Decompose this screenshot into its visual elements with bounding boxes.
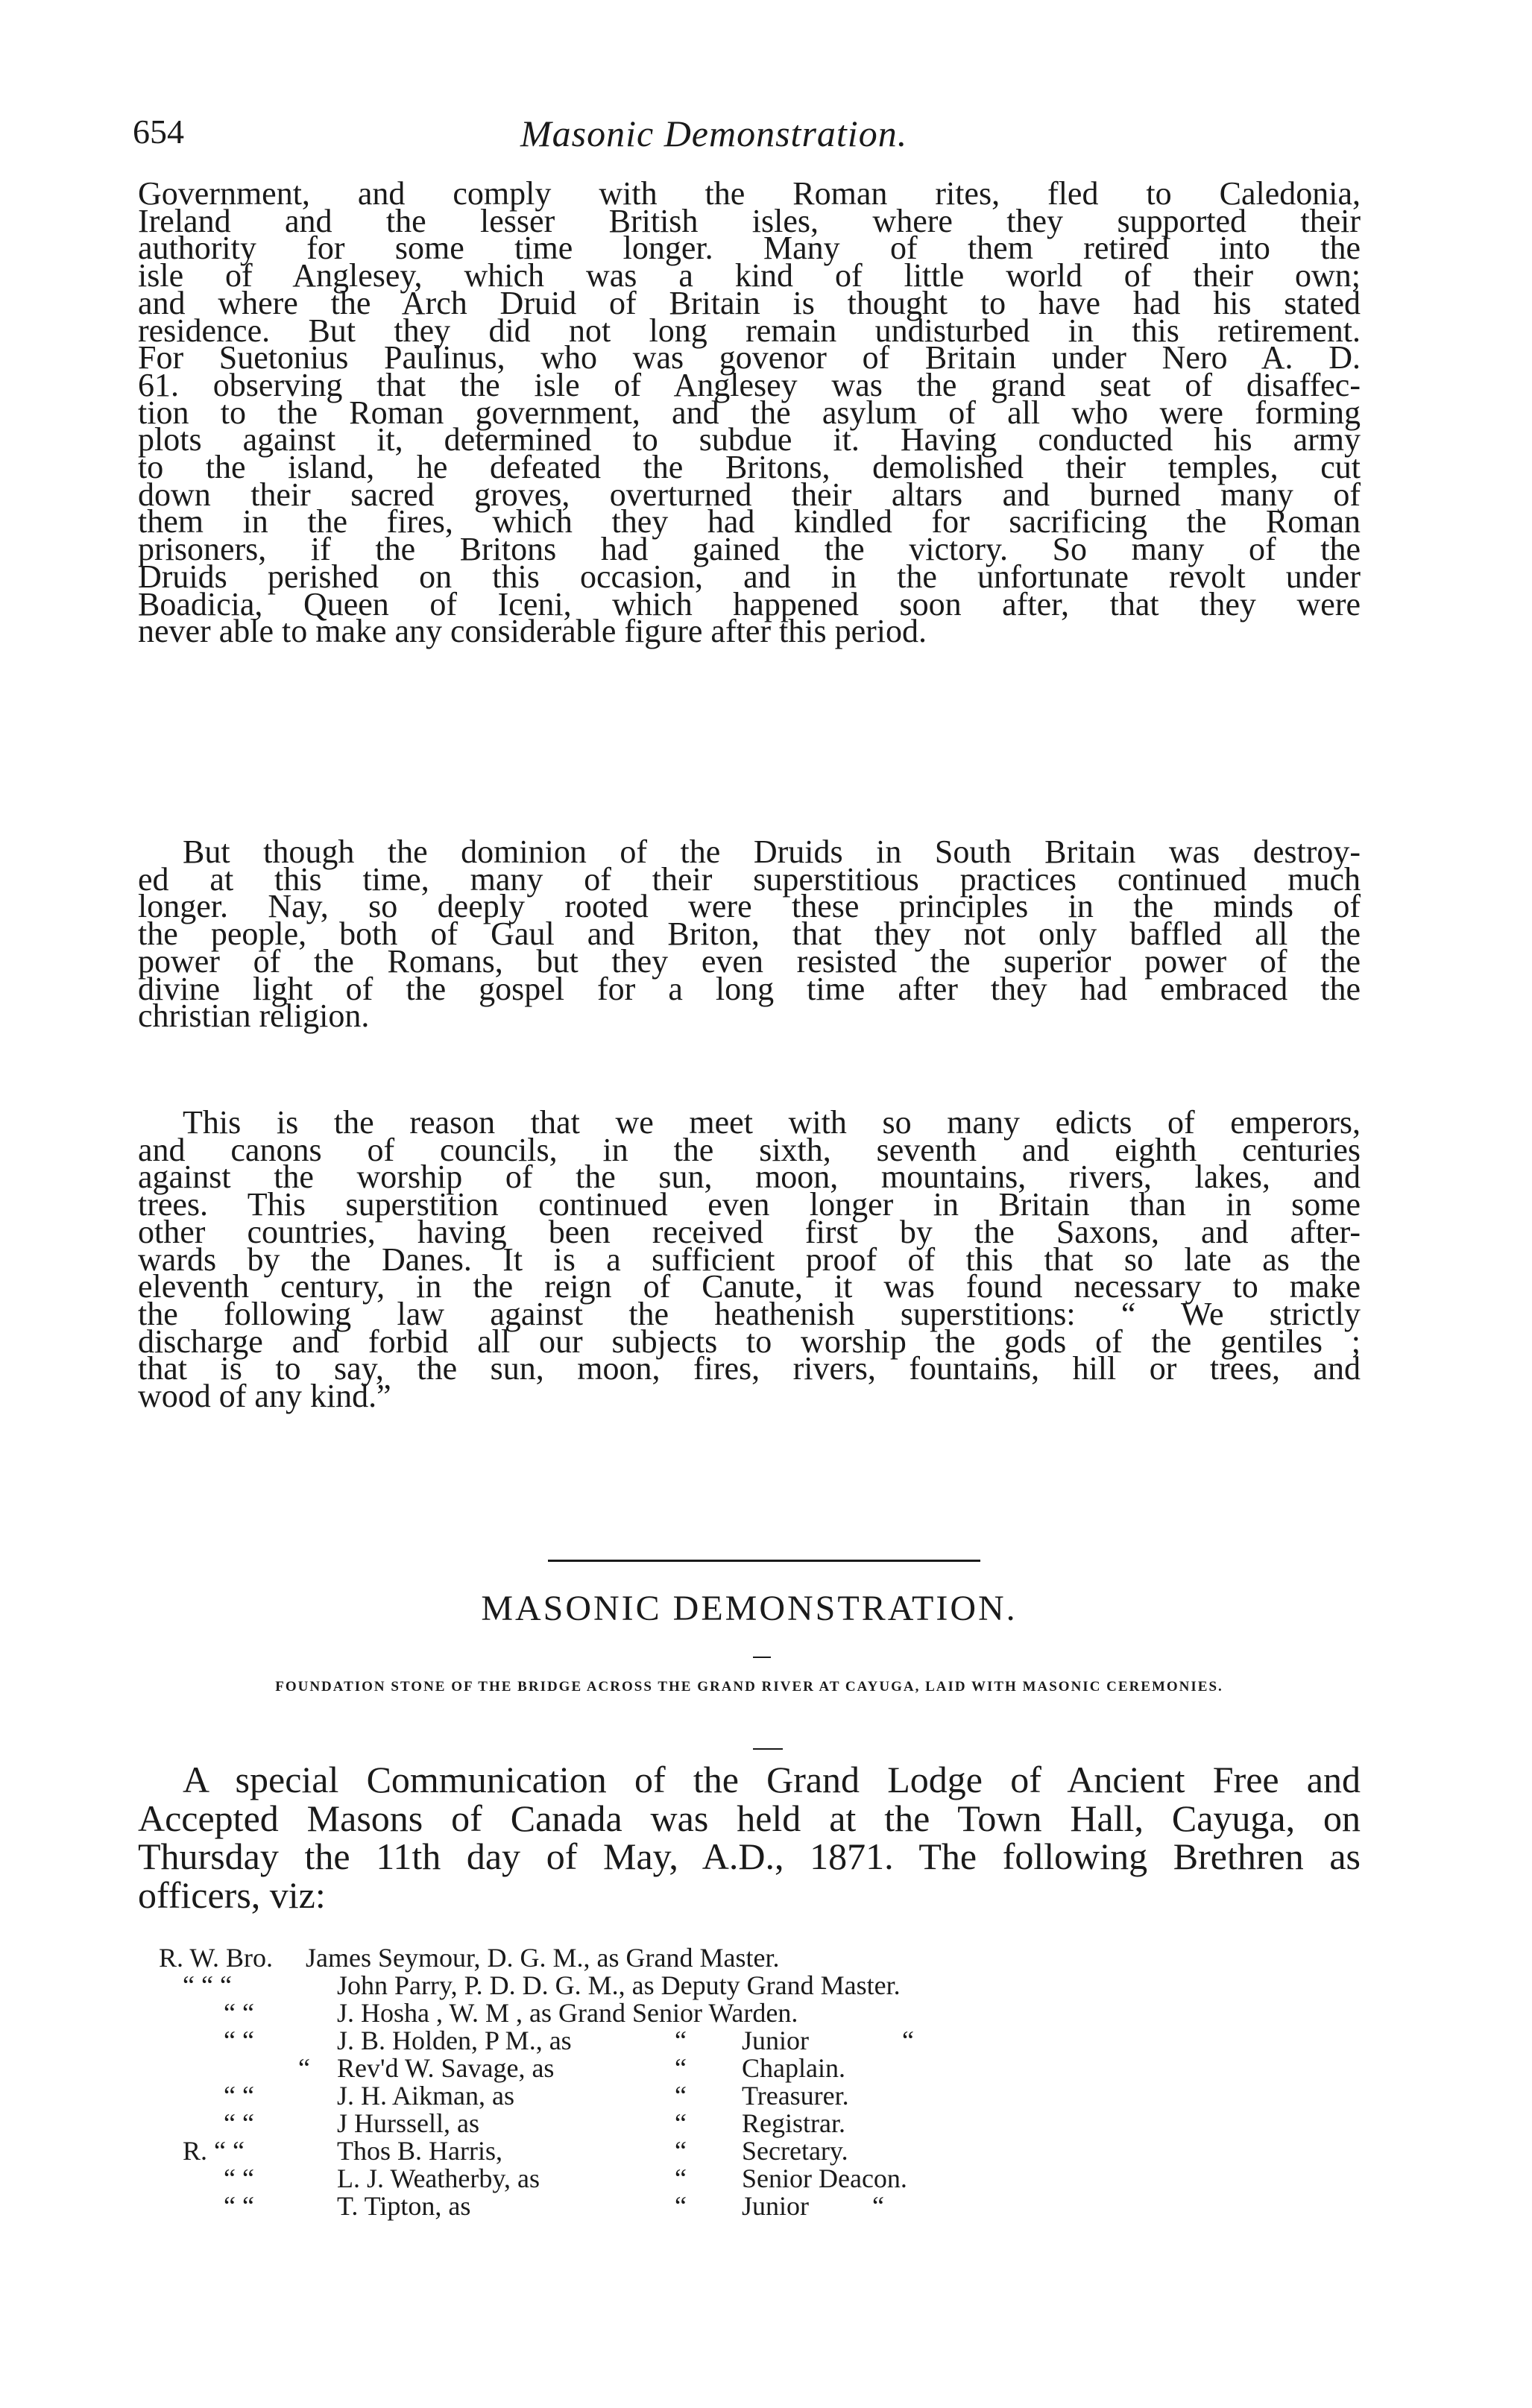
officer-row	[0, 2025, 1532, 2053]
officer-prefix: R. W. Bro.	[159, 1943, 274, 1973]
officer-prefix: “	[298, 2053, 310, 2083]
ditto-mark: “	[872, 2191, 884, 2221]
text-line: never able to make any considerable figure after this period.	[138, 613, 927, 650]
text-line: them in the fires, which they had kindled for sacrificing the Roman	[138, 503, 1361, 540]
text-line: But though the dominion of the Druids in South Britain was destroy-	[183, 833, 1361, 870]
text-line: christian religion.	[138, 997, 370, 1035]
text-line: Thursday the 11th day of May, A.D., 1871. The following Brethren as	[138, 1835, 1361, 1877]
officer-row	[0, 1997, 1532, 2026]
text-line: authority for some time longer. Many of them retired into the	[138, 230, 1361, 267]
section-divider	[548, 1560, 980, 1562]
ditto-mark: “	[675, 2108, 687, 2138]
paragraph-edicts	[138, 1104, 1361, 1415]
text-line: A special Communication of the Grand Lodge of Ancient Free and	[183, 1759, 1361, 1800]
text-line: Accepted Masons of Canada was held at the Town Hall, Cayuga, on	[138, 1797, 1361, 1839]
text-line: longer. Nay, so deeply rooted were these principles in the minds of	[138, 888, 1361, 925]
officer-name: John Parry, P. D. D. G. M., as Deputy Grand Master.	[337, 1970, 901, 2000]
officer-prefix: “ “	[224, 2081, 254, 2111]
text-line: power of the Romans, but they even resisted the superior power of the	[138, 942, 1361, 980]
officer-name: L. J. Weatherby, as	[337, 2163, 540, 2193]
officer-office: Treasurer.	[742, 2081, 849, 2111]
text-line: isle of Anglesey, which was a kind of little world of their own;	[138, 257, 1361, 294]
officer-name: J Hurssell, as	[337, 2108, 479, 2138]
officer-office: Senior Deacon.	[742, 2163, 907, 2193]
text-line: that is to say, the sun, moon, fires, rivers, fountains, hill or trees, and	[138, 1350, 1361, 1387]
officer-office: Junior	[742, 2191, 809, 2221]
text-line: other countries, having been received first by the Saxons, and after-	[138, 1213, 1361, 1250]
officer-name: Thos B. Harris,	[337, 2136, 502, 2166]
text-line: against the worship of the sun, moon, mountains, rivers, lakes, and	[138, 1159, 1361, 1196]
text-line: Ireland and the lesser British isles, where they supported their	[138, 202, 1361, 239]
page-header	[133, 112, 1355, 157]
text-line: Boadicia, Queen of Iceni, which happened soon after, that they were	[138, 585, 1361, 623]
ditto-mark: “	[675, 2163, 687, 2193]
officer-name: J. B. Holden, P M., as	[337, 2026, 572, 2055]
text-line: divine light of the gospel for a long time after they had embraced the	[138, 970, 1361, 1007]
text-line: the following law against the heathenish superstitions: “ We strictly	[138, 1295, 1361, 1332]
officer-office: Secretary.	[742, 2136, 848, 2166]
subtitle-dash	[753, 1748, 783, 1750]
text-line: and canons of councils, in the sixth, seventh and eighth centuries	[138, 1131, 1361, 1168]
text-line: 61. observing that the isle of Anglesey was the grand seat of disaffec-	[138, 366, 1361, 403]
officer-prefix: “ “	[224, 2108, 254, 2138]
ditto-mark: “	[675, 2026, 687, 2055]
text-line: discharge and forbid all our subjects to worship the gods of the gentiles ;	[138, 1323, 1361, 1360]
officer-prefix: R. “ “	[183, 2136, 245, 2166]
ditto-mark: “	[902, 2026, 914, 2055]
text-line: For Suetonius Paulinus, who was govenor of Britain under Nero A. D.	[138, 339, 1361, 376]
title-dash	[753, 1657, 771, 1658]
paragraph-druid-practices	[138, 833, 1361, 1035]
officer-prefix: “ “	[224, 2026, 254, 2055]
officer-prefix: “ “	[224, 1998, 254, 2028]
officer-row	[0, 2190, 1532, 2219]
ditto-mark: “	[675, 2081, 687, 2111]
officer-row	[0, 2080, 1532, 2111]
officer-name: J. H. Aikman, as	[337, 2081, 514, 2111]
officer-row	[0, 2052, 1532, 2081]
text-line: to the island, he defeated the Britons, demolished their temples, cut	[138, 449, 1361, 486]
officer-office: Junior	[742, 2026, 809, 2055]
text-line: Druids perished on this occasion, and in the unfortunate revolt under	[138, 558, 1361, 595]
text-line: tion to the Roman government, and the asylum of all who were forming	[138, 394, 1361, 431]
officer-prefix: “ “ “	[183, 1970, 232, 2000]
officer-row	[0, 2163, 1532, 2191]
text-line: the people, both of Gaul and Briton, that they not only baffled all the	[138, 915, 1361, 953]
paragraph-druids-anglesey	[138, 175, 1361, 650]
officer-row	[0, 1942, 1532, 1973]
text-line: wood of any kind.”	[138, 1378, 391, 1415]
text-line: and where the Arch Druid of Britain is thought to have had his stated	[138, 284, 1361, 321]
text-line: plots against it, determined to subdue it. Having conducted his army	[138, 421, 1361, 458]
officer-office: Registrar.	[742, 2108, 845, 2138]
officer-name: J. Hosha , W. M , as Grand Senior Warden.	[337, 1998, 798, 2028]
officer-name: James Seymour, D. G. M., as Grand Master.	[306, 1943, 780, 1973]
page-number: 654	[133, 113, 184, 151]
text-line: prisoners, if the Britons had gained the victory. So many of the	[138, 531, 1361, 568]
text-line: residence. But they did not long remain undisturbed in this retirement.	[138, 312, 1361, 349]
officer-row	[0, 2108, 1532, 2136]
section-title: MASONIC DEMONSTRATION.	[481, 1589, 1018, 1628]
running-head: Masonic Demonstration.	[520, 113, 908, 154]
officer-name: T. Tipton, as	[337, 2191, 471, 2221]
text-line: down their sacred groves, overturned their altars and burned many of	[138, 476, 1361, 513]
officer-name: Rev'd W. Savage, as	[337, 2053, 555, 2083]
ditto-mark: “	[675, 2136, 687, 2166]
ditto-mark: “	[675, 2053, 687, 2083]
officer-office: Chaplain.	[742, 2053, 845, 2083]
text-line: ed at this time, many of their superstitious practices continued much	[138, 860, 1361, 898]
text-line: wards by the Danes. It is a sufficient proof of this that so late as the	[138, 1241, 1361, 1278]
text-line: This is the reason that we meet with so many edicts of emperors,	[183, 1104, 1361, 1141]
intro-paragraph	[138, 1761, 1361, 1914]
ditto-mark: “	[675, 2191, 687, 2221]
text-line: trees. This superstition continued even longer in Britain than in some	[138, 1186, 1361, 1223]
officer-row	[0, 2135, 1532, 2166]
text-line: Government, and comply with the Roman rites, fled to Caledonia,	[138, 175, 1361, 212]
text-line: eleventh century, in the reign of Canute, it was found necessary to make	[138, 1268, 1361, 1305]
officer-prefix: “ “	[224, 2163, 254, 2193]
officer-row	[0, 1970, 1532, 1998]
section-subtitle: FOUNDATION STONE OF THE BRIDGE ACROSS THE GRAND RIVER AT CAYUGA, LAID WITH MASONIC CEREMONIES.	[275, 1679, 1223, 1695]
officer-prefix: “ “	[224, 2191, 254, 2221]
text-line: officers, viz:	[138, 1873, 326, 1916]
